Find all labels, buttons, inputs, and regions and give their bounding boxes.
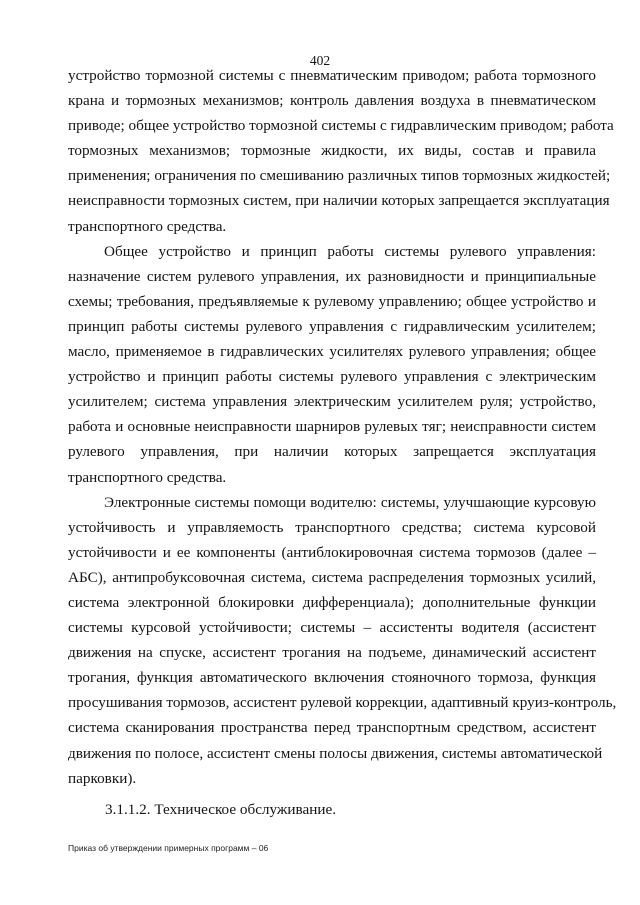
paragraph-braking-system bbox=[68, 63, 614, 239]
text-line: применения; ограничения по смешиванию различных типов тормозных жидкостей; bbox=[68, 167, 611, 185]
footer-note: Приказ об утверждении примерных программ – 06 bbox=[68, 843, 269, 853]
text-line: устройство и принцип работы системы рулевого управления с электрическим bbox=[68, 368, 596, 386]
text-line: АБС), антипробуксовочная система, система распределения тормозных усилий, bbox=[68, 568, 596, 586]
text-line: Электронные системы помощи водителю: системы, улучшающие курсовую bbox=[104, 493, 596, 511]
text-line: принцип работы системы рулевого управления с гидравлическим усилителем; bbox=[68, 317, 596, 335]
text-line: системы курсовой устойчивости; системы – ассистенты водителя (ассистент bbox=[68, 619, 596, 637]
text-line: система электронной блокировки дифференциала); дополнительные функции bbox=[68, 593, 596, 611]
text-line: устойчивости и ее компоненты (антиблокировочная система тормозов (далее – bbox=[68, 543, 596, 561]
text-line: приводе; общее устройство тормозной системы с гидравлическим приводом; работа bbox=[68, 117, 614, 135]
body-text bbox=[68, 63, 617, 791]
text-line: работа и основные неисправности шарниров рулевых тяг; неисправности систем bbox=[68, 418, 596, 436]
text-line: назначение систем рулевого управления, их разновидности и принципиальные bbox=[68, 267, 596, 285]
text-line: система сканирования пространства перед транспортным средством, ассистент bbox=[68, 719, 596, 737]
text-line: масло, применяемое в гидравлических усилителях рулевого управления; общее bbox=[68, 343, 596, 361]
page-number: 402 bbox=[309, 53, 331, 68]
text-line: просушивания тормозов, ассистент рулевой коррекции, адаптивный круиз-контроль, bbox=[68, 694, 617, 712]
text-line: устройство тормозной системы с пневматическим приводом; работа тормозного bbox=[68, 67, 596, 84]
text-line: устойчивость и управляемость транспортного средства; система курсовой bbox=[68, 518, 596, 536]
text-line: движения на спуске, ассистент трогания на подъеме, динамический ассистент bbox=[68, 644, 596, 662]
text-line: Общее устройство и принцип работы системы рулевого управления: bbox=[104, 242, 596, 260]
text-line: неисправности тормозных систем, при наличии которых запрещается эксплуатация bbox=[68, 192, 610, 210]
text-line: парковки). bbox=[68, 769, 137, 787]
paragraph-driver-assistance bbox=[68, 490, 617, 791]
paragraph-steering-system bbox=[68, 239, 596, 490]
text-line: усилителем; система управления электрическим усилителем руля; устройство, bbox=[68, 393, 596, 411]
text-line: тормозных механизмов; тормозные жидкости, их виды, состав и правила bbox=[68, 142, 596, 160]
text-line: транспортного средства. bbox=[68, 468, 227, 486]
text-line: рулевого управления, при наличии которых запрещается эксплуатация bbox=[68, 443, 596, 461]
section-heading: 3.1.1.2. Техническое обслуживание. bbox=[105, 801, 337, 818]
text-line: движения по полосе, ассистент смены полосы движения, системы автоматической bbox=[68, 744, 603, 762]
text-line: транспортного средства. bbox=[68, 217, 227, 235]
text-line: трогания, функция автоматического включения стояночного тормоза, функция bbox=[68, 669, 596, 687]
text-line: схемы; требования, предъявляемые к рулевому управлению; общее устройство и bbox=[68, 292, 596, 310]
text-line: крана и тормозных механизмов; контроль давления воздуха в пневматическом bbox=[68, 92, 596, 110]
